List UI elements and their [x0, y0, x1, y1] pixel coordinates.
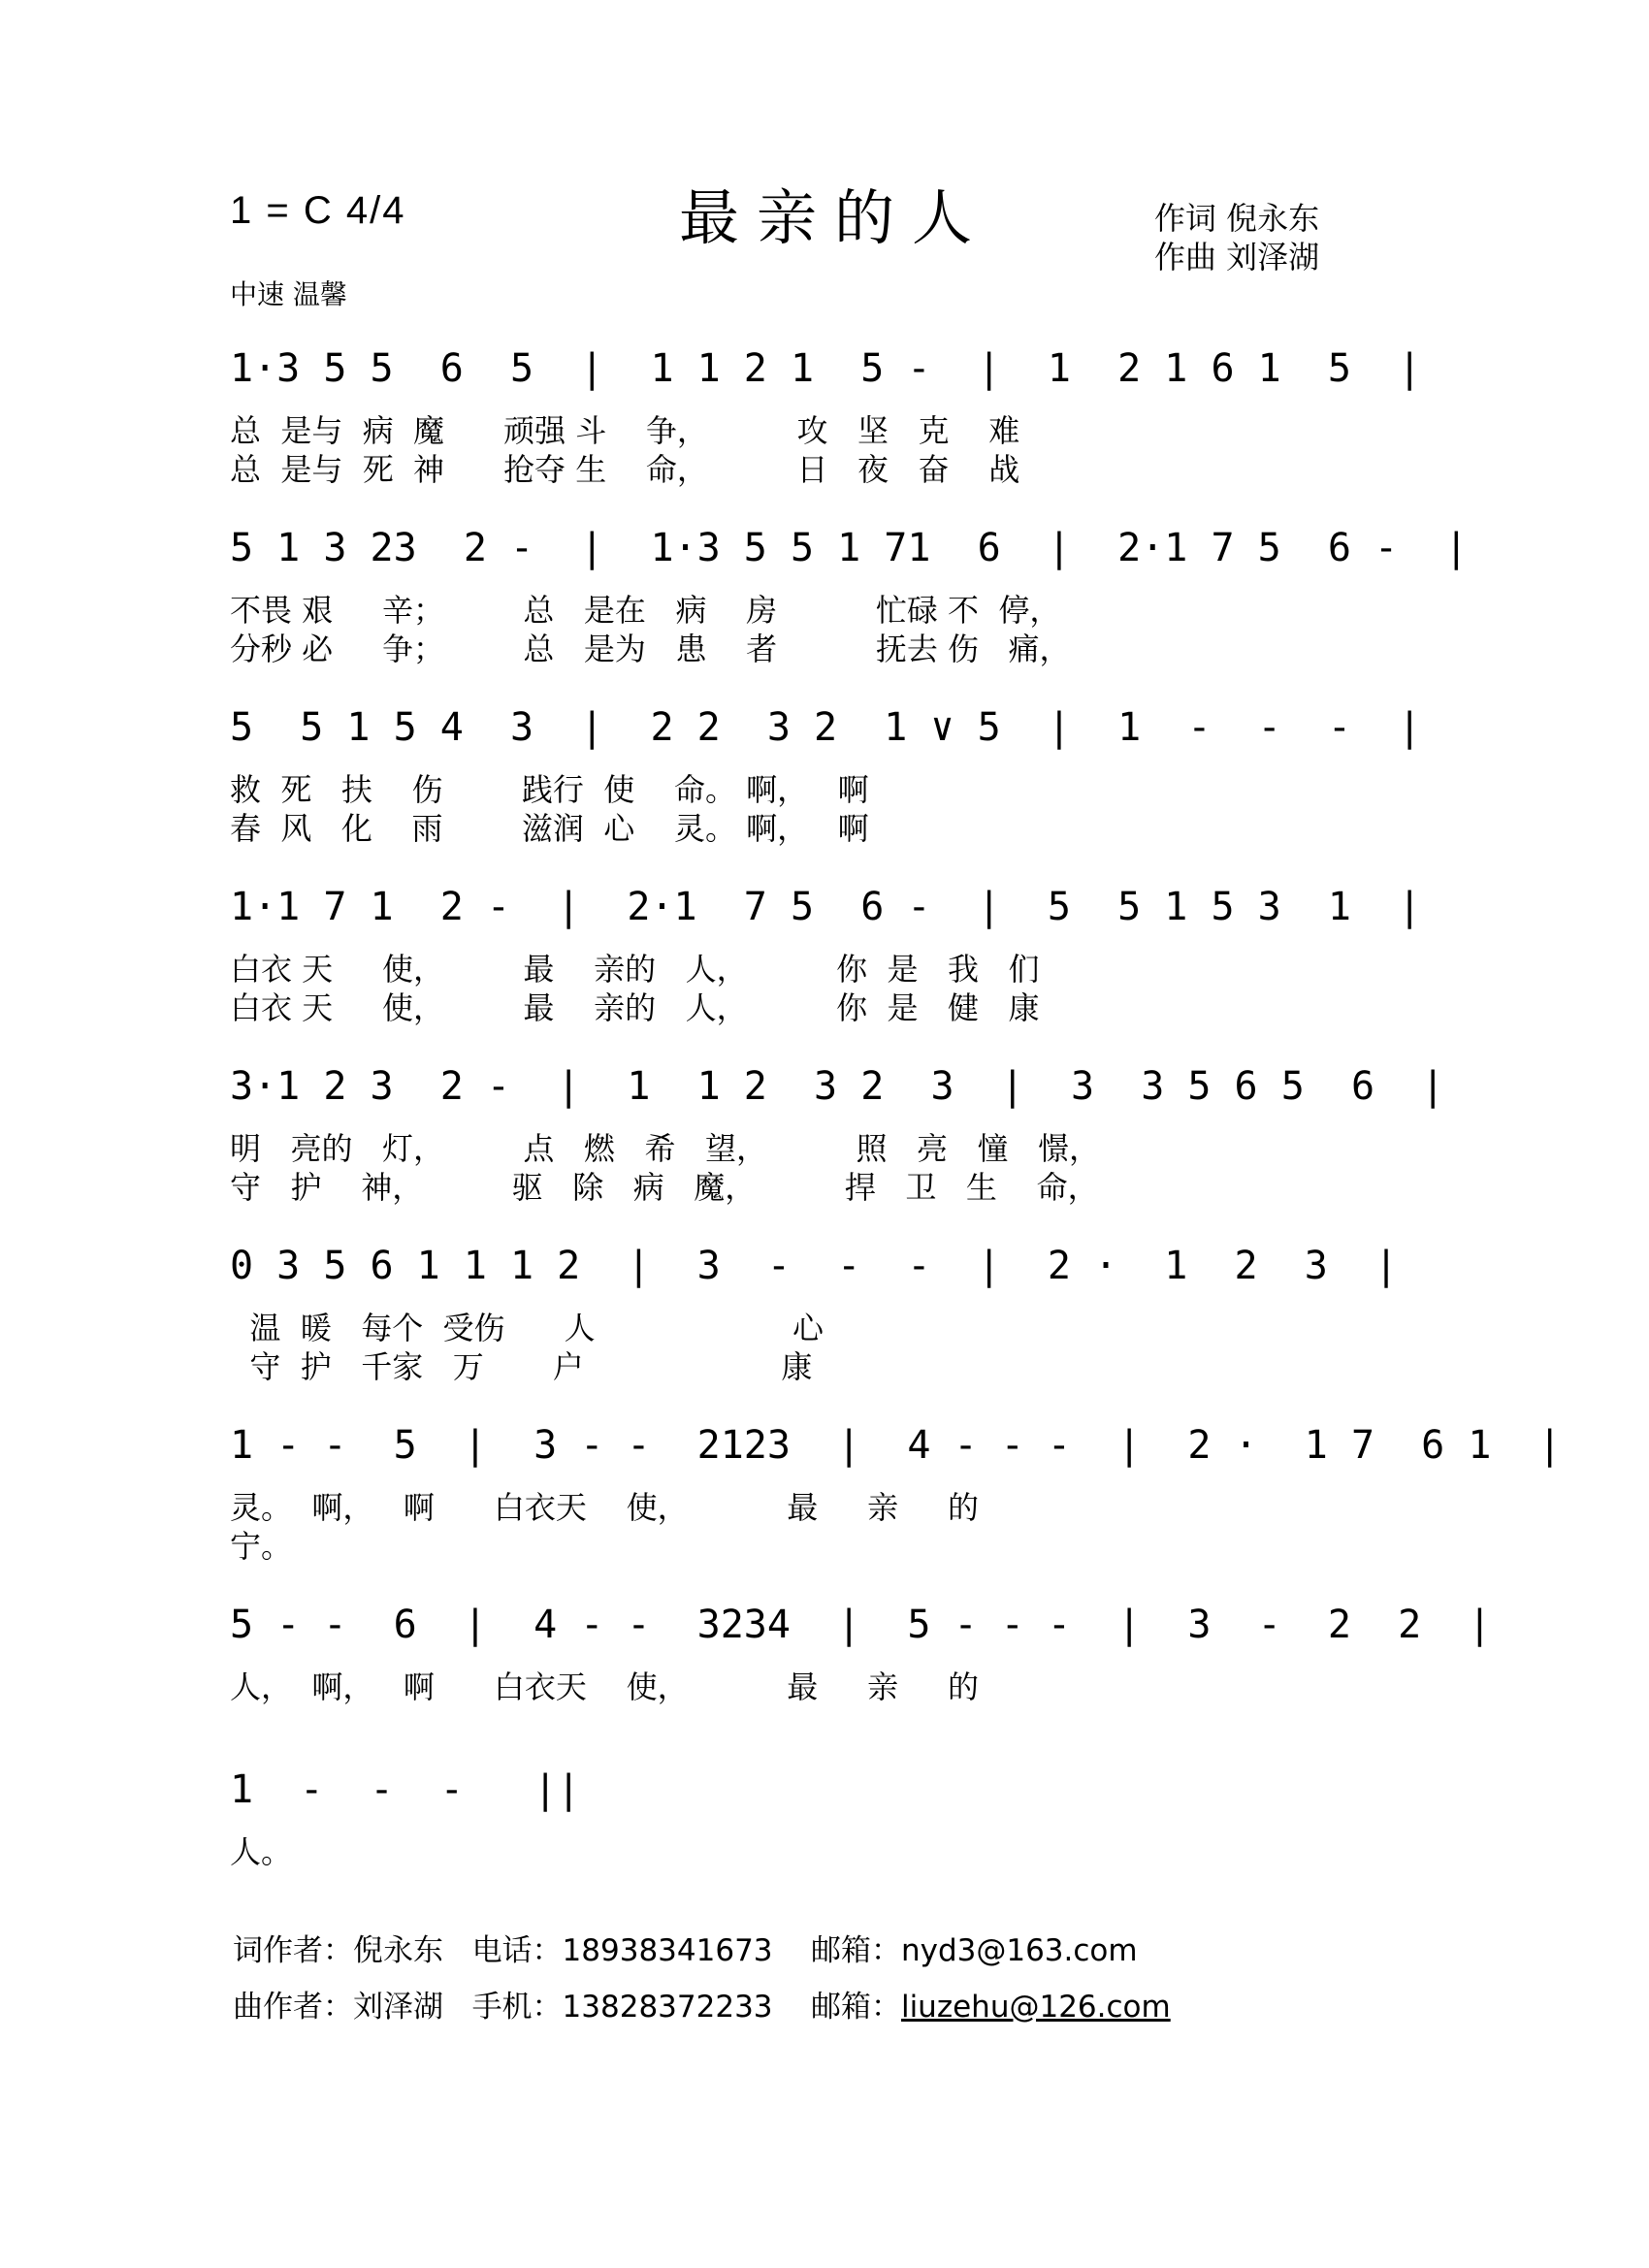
key-signature: 1 = C 4/4 — [230, 189, 406, 232]
lyrics-verse-1: 人。 — [230, 1833, 293, 1870]
notation-line: 0 3 5 6 1 1 1 2 | 3 - - - | 2 · 1 2 3 | — [230, 1244, 1399, 1288]
score-system-2 — [230, 514, 1469, 708]
lyrics-verse-1: 救 死 扶 伤 践行 使 命。 啊， 啊 — [230, 771, 869, 808]
lyrics-verse-2: 宁。 — [230, 1528, 293, 1565]
lyricist-credit: 作词 倪永东 — [1154, 200, 1320, 237]
lyrics-verse-1: 温 暖 每个 受伤 人 心 — [230, 1310, 824, 1346]
lyrics-verse-2 — [230, 1701, 1394, 1736]
composer-name: 曲作者：刘泽湖 — [233, 1990, 443, 2025]
lyrics-verse-2: 白衣 天 使， 最 亲的 人， 你 是 健 康 — [230, 989, 1040, 1026]
composer-credit: 作曲 刘泽湖 — [1154, 239, 1320, 275]
score-system-4 — [230, 873, 1422, 1067]
notation-line: 5 - - 6 | 4 - - 3234 | 5 - - - | 3 - 2 2 | — [230, 1603, 1492, 1647]
score-system-6 — [230, 1232, 1399, 1426]
notation-line: 5 5 1 5 4 3 | 2 2 3 2 1 ∨ 5 | 1 - - - | — [230, 705, 1422, 750]
lyrics-verse-1: 不畏 艰 辛； 总 是在 病 房 忙碌 不 停， — [230, 592, 1061, 629]
lyricist-contact — [233, 1926, 1138, 1969]
notation-line: 3·1 2 3 2 - | 1 1 2 3 2 3 | 3 3 5 6 5 6 | — [230, 1064, 1445, 1109]
lyricist-email[interactable]: nyd3@163.com — [900, 1933, 1138, 1968]
score-system-9 — [230, 1756, 1394, 1950]
tempo-marking: 中速 温馨 — [230, 278, 347, 310]
lyrics-verse-2: 守 护 千家 万 户 康 — [230, 1348, 813, 1385]
lyrics-verse-2: 守 护 神， 驱 除 病 魔， 捍 卫 生 命， — [230, 1169, 1099, 1206]
notation-line: 1·1 7 1 2 - | 2·1 7 5 6 - | 5 5 1 5 3 1 | — [230, 885, 1422, 929]
lyricist-phone: 电话：18938341673 — [471, 1933, 773, 1968]
score-system-5 — [230, 1053, 1445, 1247]
composer-phone: 手机：13828372233 — [471, 1990, 773, 2025]
composer-email-label: 邮箱： — [810, 1990, 901, 2025]
lyrics-verse-1: 灵。 啊， 啊 白衣天 使， 最 亲 的 — [230, 1489, 980, 1526]
notation-line: 1 - - - || — [230, 1767, 581, 1812]
notation-line: 1 - - 5 | 3 - - 2123 | 4 - - - | 2 · 1 7 6 1 | — [230, 1423, 1562, 1468]
lyricist-name: 词作者：倪永东 — [233, 1933, 443, 1968]
score-system-1 — [230, 335, 1422, 529]
notation-line: 5 1 3 23 2 - | 1·3 5 5 1 71 6 | 2·1 7 5 6 - | — [230, 526, 1469, 570]
lyrics-verse-2: 总 是与 死 神 抢夺 生 命， 日 夜 奋 战 — [230, 451, 1020, 488]
composer-contact — [233, 1982, 1171, 2025]
song-title: 最亲的人 — [679, 182, 990, 253]
notation-line: 1·3 5 5 6 5 | 1 1 2 1 5 - | 1 2 1 6 1 5 | — [230, 346, 1422, 391]
lyrics-verse-1: 明 亮的 灯， 点 燃 希 望， 照 亮 憧 憬， — [230, 1130, 1101, 1167]
score-system-7 — [230, 1411, 1562, 1605]
lyrics-verse-1: 白衣 天 使， 最 亲的 人， 你 是 我 们 — [230, 951, 1040, 988]
lyrics-verse-2: 春 风 化 雨 滋润 心 灵。 啊， 啊 — [230, 810, 869, 847]
lyrics-verse-1: 人， 啊， 啊 白衣天 使， 最 亲 的 — [230, 1669, 980, 1705]
lyrics-verse-1: 总 是与 病 魔 顽强 斗 争， 攻 坚 克 难 — [230, 412, 1020, 449]
lyrics-verse-2: 分秒 必 争； 总 是为 患 者 抚去 伤 痛， — [230, 631, 1071, 667]
lyricist-email-label: 邮箱： — [810, 1933, 901, 1968]
score-system-3 — [230, 694, 1422, 888]
lyrics-verse-2 — [230, 1866, 1394, 1901]
composer-email-link[interactable]: liuzehu@126.com — [900, 1990, 1171, 2025]
